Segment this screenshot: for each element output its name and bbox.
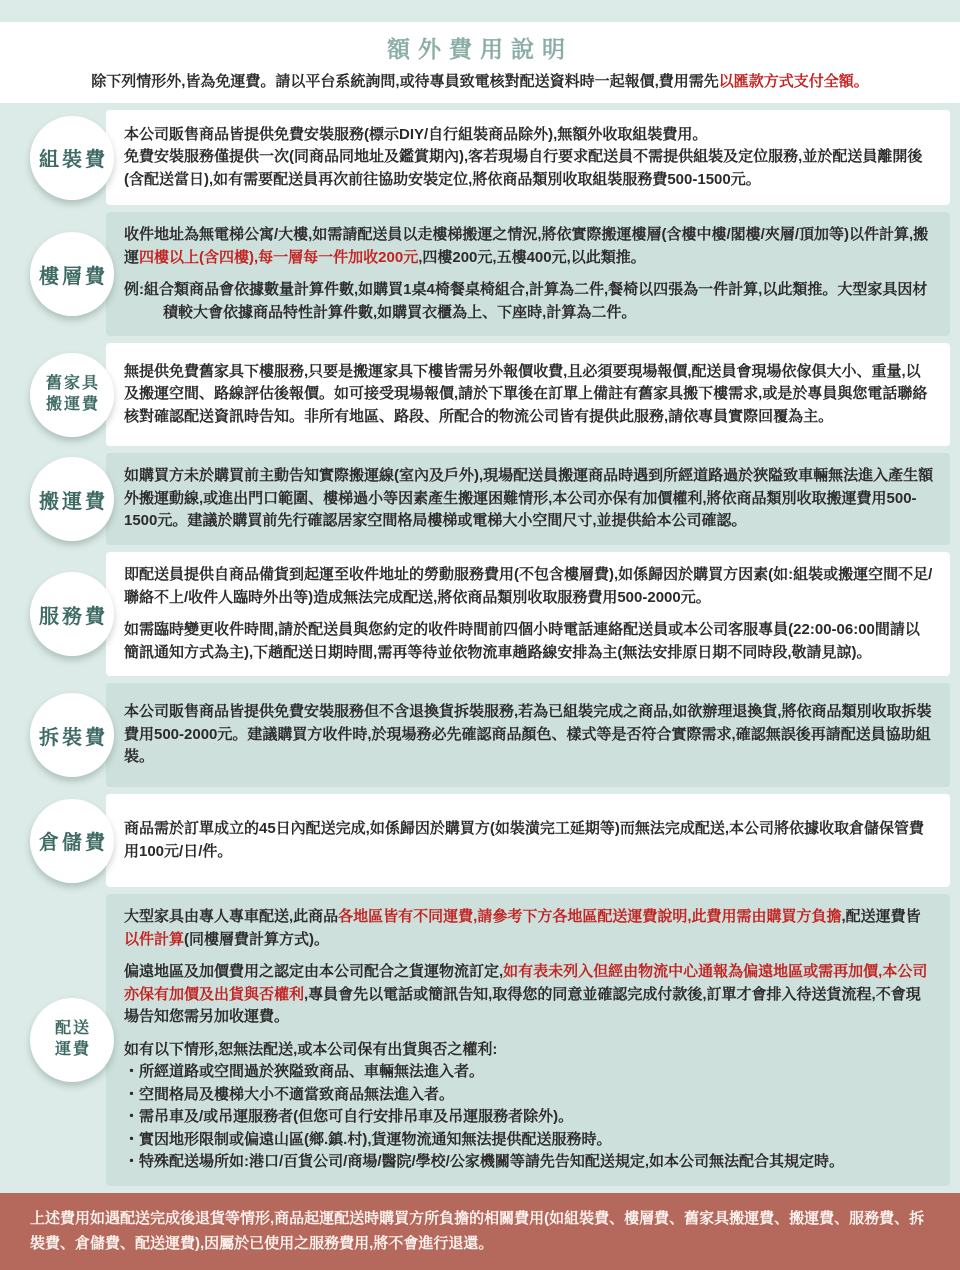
fee-paragraph <box>124 961 934 1029</box>
assembly-fee-content <box>106 110 950 205</box>
page-subtitle <box>10 71 950 92</box>
floor-fee-badge <box>30 232 114 316</box>
text-segment: ,專員會先以電話或簡訊告知,取得您的同意並確認完成付款後,訂單才會排入待送貨流程,不會現場告知您需另加收運費。 <box>124 985 921 1025</box>
refund-notice-text <box>30 1206 930 1257</box>
fee-paragraph <box>124 564 934 609</box>
fee-sections <box>10 110 950 1186</box>
fee-section-assembly-fee <box>10 110 950 205</box>
fee-paragraph <box>124 1151 934 1174</box>
text-segment: 四樓以上(含四樓),每一層每一件加收200元 <box>139 248 419 266</box>
fee-paragraph <box>124 818 934 863</box>
text-segment: 以匯款方式支付全額。 <box>718 73 869 90</box>
text-segment: 除下列情形外,皆為免運費。請以平台系統詢問,或待專員致電核對配送資料時一起報價,費用需先 <box>91 73 719 90</box>
moving-fee-badge <box>30 457 114 541</box>
badge-label-line: 拆裝費 <box>39 726 108 749</box>
disassembly-fee-content <box>106 683 950 787</box>
fee-section-storage-fee <box>10 794 950 887</box>
text-segment: ,四樓200元,五樓400元,以此類推。 <box>418 248 646 266</box>
text-segment: 偏遠地區及加價費用之認定由本公司配合之貨運物流訂定, <box>124 963 504 980</box>
text-segment: (同樓層費計算方式)。 <box>184 930 330 948</box>
text-segment: ・需吊車及/或吊運服務者(但您可自行安排吊車及吊運服務者除外)。 <box>124 1108 574 1125</box>
text-segment: ・特殊配送場所如:港口/百貨公司/商場/醫院/學校/公家機關等請先告知配送規定,如本公司無法配合其規定時。 <box>124 1153 845 1170</box>
text-segment: 如有表未列入但經由物流中心通報為偏遠地區或需再加價,本公司亦保有加價及出貨與否權利 <box>124 963 928 1003</box>
storage-fee-badge <box>30 799 114 883</box>
text-segment: 如購買方未於購買前主動告知實際搬運線(室內及戶外),現場配送員搬運商品時遇到所經道路過於狹隘致車輛無法進入產生額外搬運動線,或進出門口範圍、樓梯過小等因素產生搬運困難情形,本公司亦保有加價權利,將依商品類別收取搬運費用500-1500元。建議於購買前先行確認居家空間格局樓梯或電梯大小空間尺寸,並提供給本公司確認。 <box>124 467 934 530</box>
badge-label-line: 服務費 <box>39 605 108 628</box>
service-fee-content <box>106 552 950 676</box>
badge-label-line: 搬運費 <box>39 490 108 513</box>
refund-notice-footer <box>0 1193 960 1270</box>
badge-label-line: 樓層費 <box>39 265 108 288</box>
badge-label-line: 配送 <box>54 1019 91 1037</box>
page-title: 額外費用說明 <box>387 36 573 62</box>
fee-paragraph <box>124 224 934 269</box>
text-segment: 如有以下情形,恕無法配送,或本公司保有出貨與否之權利: <box>124 1040 498 1058</box>
old-furniture-moving-fee-content <box>106 343 950 446</box>
badge-label-line: 倉儲費 <box>39 832 108 854</box>
fee-paragraph <box>124 1084 934 1107</box>
text-segment: ・所經道路或空間過於狹隘致商品、車輛無法進入者。 <box>124 1063 485 1080</box>
text-segment: ・實因地形限制或偏遠山區(鄉.鎮.村),貨運物流通知無法提供配送服務時。 <box>124 1130 612 1148</box>
fee-section-delivery-shipping-fee <box>10 894 950 1186</box>
fee-paragraph <box>124 906 934 951</box>
disassembly-fee-badge <box>30 693 114 777</box>
fee-paragraph <box>124 1129 934 1152</box>
text-segment: 上述費用如遇配送完成後退貨等情形,商品起運配送時購買方所負擔的相關費用(如組裝費、樓層費、舊家具搬運費、搬運費、服務費、拆裝費、倉儲費、配送運費),因屬於已使用之服務費用,將不會進行退還。 <box>30 1209 925 1252</box>
fee-paragraph <box>124 465 934 533</box>
text-segment: 無提供免費舊家具下樓服務,只要是搬運家具下樓皆需另外報價收費,且必須要現場報價,配送員會現場依傢俱大小、重量,以及搬運空間、路線評估後報價。如可接受現場報價,請於下單後在訂單上備註有舊家具搬下樓需求,或是於專員與您電話聯絡核對確認配送資訊時告知。非所有地區、路段、所配合的物流公司皆有提供此服務,請依專員實際回覆為主。 <box>124 362 928 425</box>
text-segment: 即配送員提供自商品備貨到起運至收件地址的勞動服務費用(不包含樓層費),如係歸因於購買方因素(如:組裝或搬運空間不足/聯絡不上/收件人臨時外出等)造成無法完成配送,將依商品類別收取服務費用500-2000元。 <box>124 566 933 606</box>
moving-fee-content <box>106 453 950 545</box>
assembly-fee-badge <box>30 116 114 200</box>
text-segment: 收件地址為無電梯公寓/大樓,如需請配送員以走樓梯搬運之情況,將依實際搬運樓層(含樓中樓/閣樓/夾層/頂加等)以件計算,搬運 <box>124 226 929 266</box>
floor-fee-content <box>106 212 950 336</box>
fee-paragraph <box>124 1061 934 1084</box>
text-segment: ,配送運費皆 <box>841 908 921 925</box>
text-segment: 本公司販售商品皆提供免費安裝服務(標示DIY/自行組裝商品除外),無額外收取組裝費用。 <box>124 125 708 143</box>
text-segment: 大型家具由專人專車配送,此商品 <box>124 908 339 925</box>
fee-section-service-fee <box>10 552 950 676</box>
fee-section-floor-fee <box>10 212 950 336</box>
fee-paragraph <box>124 124 934 147</box>
text-segment: 以件計算 <box>124 930 185 948</box>
text-segment: 各地區皆有不同運費,請參考下方各地區配送運費說明,此費用需由購買方負擔 <box>338 908 842 925</box>
fee-paragraph <box>124 619 934 664</box>
text-segment: ・空間格局及樓梯大小不適當致商品無法進入者。 <box>124 1085 455 1103</box>
delivery-shipping-fee-badge <box>30 998 114 1082</box>
text-segment: 免費安裝服務僅提供一次(同商品同地址及鑑賞期內),客若現場自行要求配送員不需提供組裝及定位服務,並於配送員離開後(含配送當日),如有需要配送員再次前往協助安裝定位,將依商品類別收取組裝服務費500-1500元。 <box>124 148 923 188</box>
badge-label-line: 組裝費 <box>39 149 108 171</box>
storage-fee-content <box>106 794 950 887</box>
fee-section-old-furniture-moving-fee <box>10 343 950 446</box>
text-segment: 如需臨時變更收件時間,請於配送員與您約定的收件時間前四個小時電話連絡配送員或本公司客服專員(22:00-06:00間請以簡訊通知方式為主),下趟配送日期時間,需再等待並依物流車趟路線安排為主(無法安排原日期不同時段,敬請見諒)。 <box>124 621 920 661</box>
fee-paragraph <box>124 701 934 769</box>
fee-section-moving-fee <box>10 453 950 545</box>
delivery-shipping-fee-content <box>106 894 950 1186</box>
badge-label-line: 搬運費 <box>45 395 100 413</box>
text-segment: 例:組合類商品會依據數量計算件數,如購買1桌4椅餐桌椅組合,計算為二件,餐椅以四張為一件計算,以此類推。大型家具因材積較大會依據商品特性計算件數,如購買衣櫃為上、下座時,計算為二件。 <box>124 281 928 321</box>
fee-paragraph <box>124 1106 934 1129</box>
fee-paragraph <box>124 279 934 324</box>
fee-section-disassembly-fee <box>10 683 950 787</box>
text-segment: 本公司販售商品皆提供免費安裝服務但不含退換貨拆裝服務,若為已組裝完成之商品,如欲辦理退換貨,將依商品類別收取拆裝費用500-2000元。建議購買方收件時,於現場務必先確認商品顏色、樣式等是否符合實際需求,確認無誤後再請配送員協助組裝。 <box>124 703 932 766</box>
service-fee-badge <box>30 572 114 656</box>
badge-label-line: 運費 <box>54 1040 91 1058</box>
old-furniture-moving-fee-badge <box>30 353 114 437</box>
page-header <box>0 22 960 103</box>
fee-paragraph <box>124 146 934 191</box>
fee-paragraph <box>124 361 934 429</box>
fee-paragraph <box>124 1039 934 1062</box>
badge-label-line: 舊家具 <box>45 374 100 392</box>
text-segment: 商品需於訂單成立的45日內配送完成,如係歸因於購買方(如裝潢完工延期等)而無法完成配送,本公司將依據收取倉儲保管費用100元/日/件。 <box>124 820 925 860</box>
